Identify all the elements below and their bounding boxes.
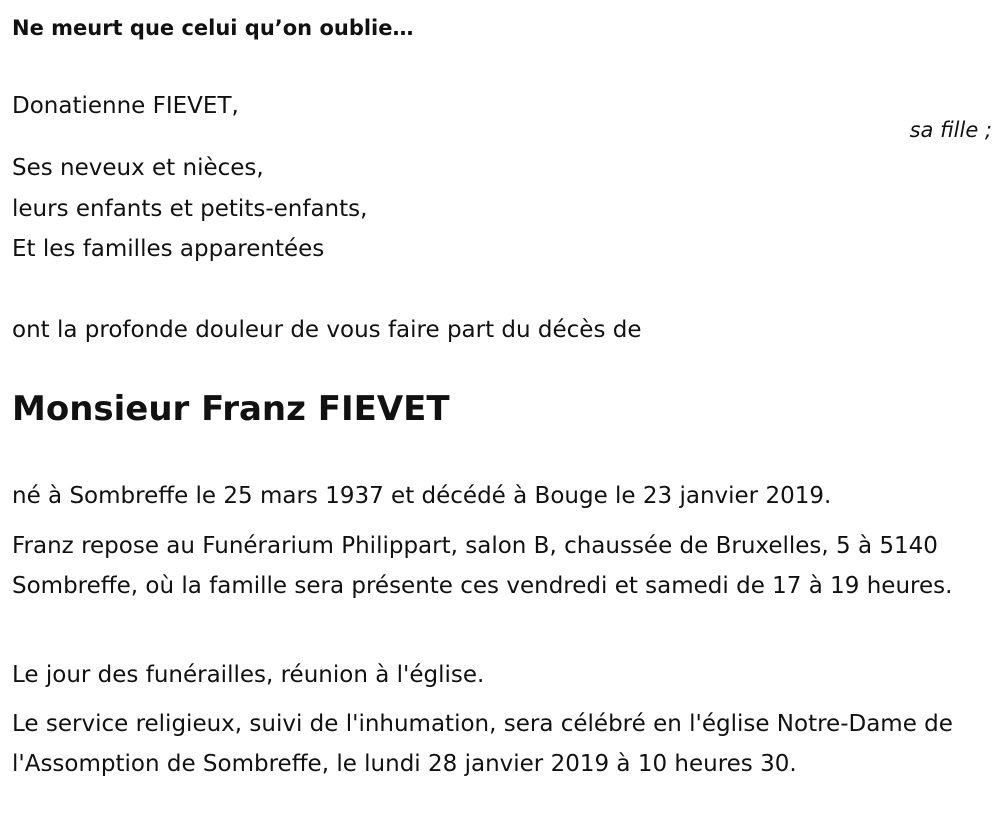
first-mourner-relation: sa fille ; xyxy=(909,118,992,142)
first-mourner-name: Donatienne FIEVET, xyxy=(12,93,239,119)
epigraph: Ne meurt que celui qu’on oublie… xyxy=(12,16,414,40)
viewing-text: Franz repose au Funérarium Philippart, salon B, chaussée de Bruxelles, 5 à 5140 Sombreffe, où la famille sera présente ces vendredi et samedi de 17 à 19 heures. xyxy=(12,533,953,599)
birth-death-text: né à Sombreffe le 25 mars 1937 et décédé à Bouge le 23 janvier 2019. xyxy=(12,483,832,509)
service-text: Le service religieux, suivi de l'inhumation, sera célébré en l'église Notre-Dame de l'Assomption de Sombreffe, le lundi 28 janvier 2019 à 10 heures 30. xyxy=(12,711,953,777)
deceased-name: Monsieur Franz FIEVET xyxy=(12,389,450,429)
announcement-text: ont la profonde douleur de vous faire part du décès de xyxy=(12,317,642,343)
mourner-line-children: leurs enfants et petits-enfants, xyxy=(12,196,368,222)
gathering-text: Le jour des funérailles, réunion à l'église. xyxy=(12,662,485,688)
mourner-line-families: Et les familles apparentées xyxy=(12,236,325,262)
mourner-line-nephews: Ses neveux et nièces, xyxy=(12,155,264,181)
